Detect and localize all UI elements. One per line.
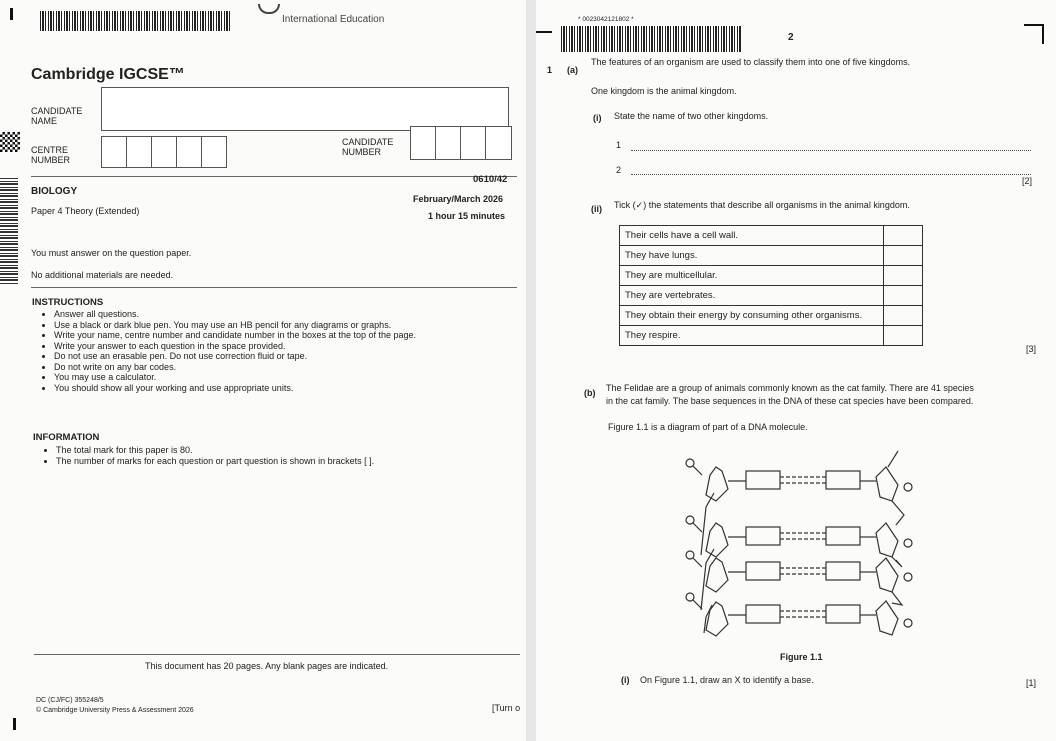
- instructions-heading: INSTRUCTIONS: [32, 297, 104, 308]
- divider: [34, 654, 520, 655]
- question-text: Figure 1.1 is a diagram of part of a DNA molecule.: [608, 422, 808, 432]
- document-code: DC (CJ/FC) 355248/5: [36, 697, 104, 704]
- paper-code: 0610/42: [473, 174, 508, 185]
- subpart-label: (i): [621, 675, 630, 685]
- table-row: [620, 326, 923, 346]
- copyright-notice: © Cambridge University Press & Assessment 2026: [36, 707, 194, 714]
- statement-cell: They respire.: [620, 326, 884, 346]
- base-icon: [826, 562, 860, 580]
- list-item: • You should show all your working and use appropriate units.: [54, 383, 416, 394]
- page-number: 2: [788, 32, 794, 43]
- candidate-name-box[interactable]: [101, 87, 509, 131]
- marks: [1]: [1026, 678, 1037, 688]
- question-text: The Felidae are a group of animals commonly known as the cat family. There are 41 species: [606, 383, 974, 393]
- question-text: State the name of two other kingdoms.: [614, 111, 769, 121]
- list-item: • Write your name, centre number and candidate number in the boxes at the top of the page.: [54, 330, 416, 341]
- cambridge-crest-icon: [258, 4, 280, 14]
- tick-box[interactable]: [884, 246, 923, 266]
- divider: [31, 287, 517, 288]
- exam-session: February/March 2026: [413, 194, 504, 204]
- dna-diagram: [676, 445, 926, 645]
- list-item: • Do not write on any bar codes.: [54, 362, 416, 373]
- list-item: • Write your answer to each question in the space provided.: [54, 341, 416, 352]
- phosphate-icon: [904, 483, 912, 491]
- statement-cell: They obtain their energy by consuming other organisms.: [620, 306, 884, 326]
- phosphate-icon: [904, 573, 912, 581]
- candidate-number-label: CANDIDATE NUMBER: [342, 137, 394, 157]
- question-text: in the cat family. The base sequences in the DNA of these cat species have been compared.: [606, 396, 974, 406]
- crop-mark: [10, 8, 13, 20]
- answer-line-1[interactable]: [631, 150, 1031, 151]
- tick-box[interactable]: [884, 266, 923, 286]
- part-label: (b): [584, 388, 596, 398]
- subpart-label: (ii): [591, 204, 602, 214]
- page-count-note: This document has 20 pages. Any blank pages are indicated.: [145, 661, 389, 671]
- candidate-name-label: CANDIDATE NAME: [31, 106, 83, 126]
- sugar-icon: [876, 558, 898, 592]
- sugar-icon: [876, 523, 898, 557]
- barcode-number: * 0023042121802 *: [578, 16, 634, 23]
- base-icon: [826, 471, 860, 489]
- question-page: [536, 0, 1056, 741]
- base-icon: [746, 562, 780, 580]
- tick-box[interactable]: [884, 286, 923, 306]
- list-item: • The number of marks for each question or part question is shown in brackets [ ].: [56, 456, 374, 467]
- question-text: The features of an organism are used to classify them into one of five kingdoms.: [591, 57, 911, 67]
- question-number: 1: [547, 65, 553, 75]
- information-list: [34, 445, 374, 466]
- table-row: [620, 306, 923, 326]
- phosphate-icon: [686, 593, 694, 601]
- phosphate-icon: [904, 619, 912, 627]
- base-icon: [826, 605, 860, 623]
- tick-table: [619, 225, 923, 346]
- phosphate-icon: [686, 551, 694, 559]
- list-item: • You may use a calculator.: [54, 372, 416, 383]
- header-org: International Education: [282, 14, 385, 25]
- question-text: Tick (✓) the statements that describe all organisms in the animal kingdom.: [614, 200, 910, 210]
- centre-number-box[interactable]: [101, 136, 227, 168]
- answer-line-2[interactable]: [631, 174, 1031, 175]
- question-text: One kingdom is the animal kingdom.: [591, 86, 737, 96]
- qr-code-icon: [0, 132, 20, 152]
- materials-note: No additional materials are needed.: [31, 270, 174, 280]
- table-row: [620, 246, 923, 266]
- exam-duration: 1 hour 15 minutes: [428, 211, 506, 221]
- marks: [3]: [1026, 344, 1037, 354]
- turn-over: [Turn o: [492, 703, 521, 713]
- sugar-icon: [706, 602, 728, 636]
- table-row: [620, 226, 923, 246]
- list-item: • Answer all questions.: [54, 309, 416, 320]
- base-icon: [826, 527, 860, 545]
- statement-cell: They are multicellular.: [620, 266, 884, 286]
- sugar-icon: [706, 467, 728, 501]
- cover-barcode: [40, 11, 230, 31]
- part-label: (a): [567, 65, 578, 75]
- base-icon: [746, 527, 780, 545]
- sugar-icon: [876, 601, 898, 635]
- sugar-icon: [876, 467, 898, 501]
- base-icon: [746, 471, 780, 489]
- list-item: • Do not use an erasable pen. Do not use correction fluid or tape.: [54, 351, 416, 362]
- page-barcode: [561, 26, 741, 52]
- divider: [31, 176, 517, 177]
- crop-mark: [1042, 24, 1044, 44]
- phosphate-icon: [686, 516, 694, 524]
- subject-title: BIOLOGY: [31, 186, 78, 197]
- crop-mark: [1024, 24, 1044, 26]
- list-item: • Use a black or dark blue pen. You may use an HB pencil for any diagrams or graphs.: [54, 320, 416, 331]
- marks: [2]: [1022, 176, 1033, 186]
- base-icon: [746, 605, 780, 623]
- information-heading: INFORMATION: [33, 432, 100, 443]
- statement-cell: They have lungs.: [620, 246, 884, 266]
- side-barcode: [0, 178, 18, 284]
- paper-name: Paper 4 Theory (Extended): [31, 206, 140, 216]
- tick-box[interactable]: [884, 326, 923, 346]
- table-row: [620, 286, 923, 306]
- phosphate-icon: [904, 539, 912, 547]
- question-text: On Figure 1.1, draw an X to identify a base.: [640, 675, 814, 685]
- centre-number-label: CENTRE NUMBER: [31, 145, 71, 165]
- crop-mark: [536, 31, 552, 33]
- cover-page: [0, 0, 526, 741]
- sugar-icon: [706, 523, 728, 557]
- crop-mark: [13, 718, 16, 730]
- tick-box[interactable]: [884, 226, 923, 246]
- subpart-label: (i): [593, 113, 602, 123]
- table-row: [620, 266, 923, 286]
- phosphate-icon: [686, 459, 694, 467]
- answer-note: You must answer on the question paper.: [31, 248, 192, 258]
- instructions-list: [32, 309, 416, 393]
- figure-caption: Figure 1.1: [780, 652, 823, 662]
- candidate-number-box[interactable]: [410, 126, 512, 160]
- tick-box[interactable]: [884, 306, 923, 326]
- answer-line-number: 2: [616, 165, 622, 175]
- sugar-icon: [706, 558, 728, 592]
- statement-cell: Their cells have a cell wall.: [620, 226, 884, 246]
- statement-cell: They are vertebrates.: [620, 286, 884, 306]
- list-item: • The total mark for this paper is 80.: [56, 445, 374, 456]
- answer-line-number: 1: [616, 140, 622, 150]
- igcse-logo: Cambridge IGCSE™: [31, 66, 185, 83]
